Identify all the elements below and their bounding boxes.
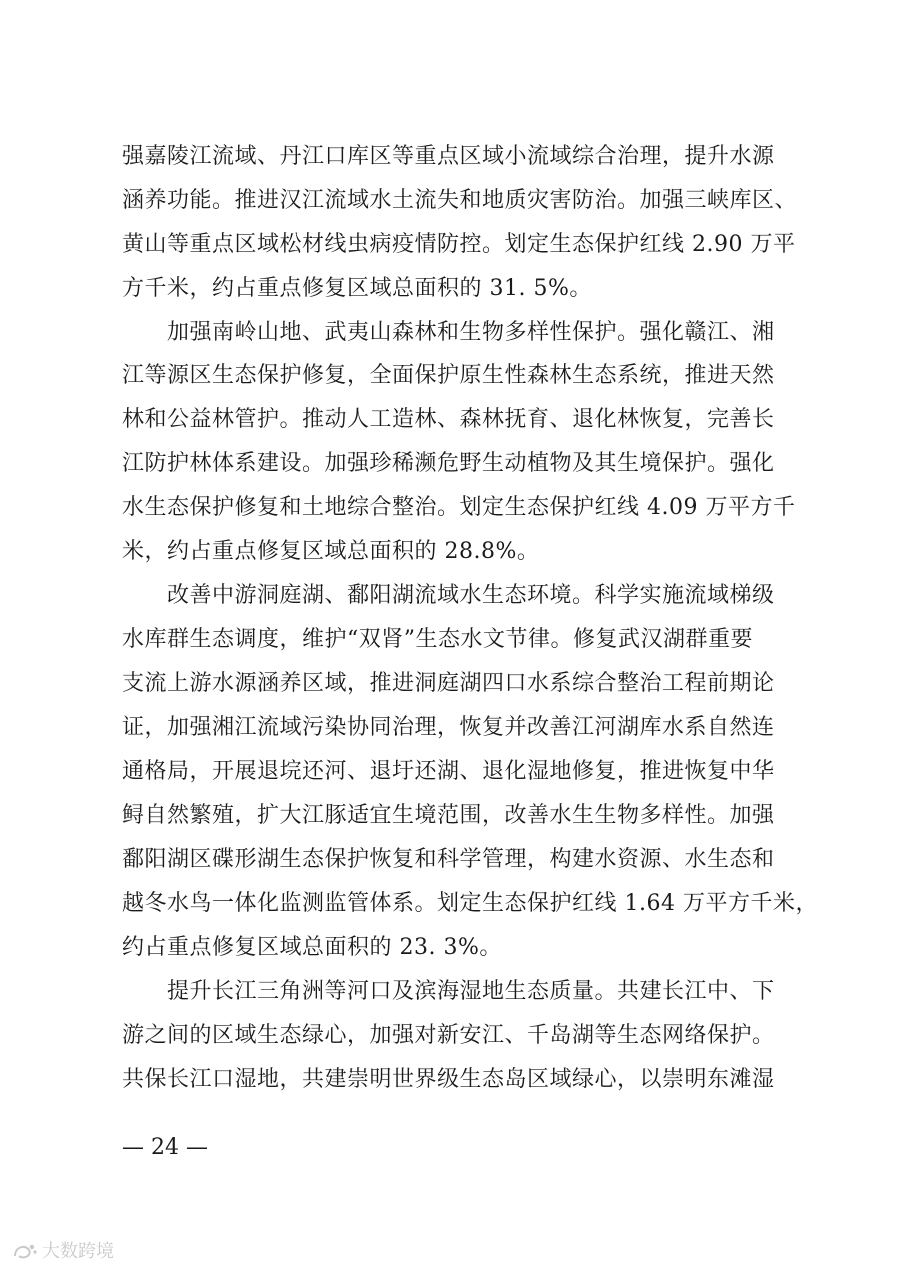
text-line: 共保长江口湿地，共建崇明世界级生态岛区域绿心，以崇明东滩湿 (122, 1067, 775, 1092)
text-line: 水生态保护修复和土地综合整治。划定生态保护红线 4.09 万平方千 (122, 495, 796, 520)
text-line: 黄山等重点区域松材线虫病疫情防控。划定生态保护红线 2.90 万平 (122, 232, 796, 257)
text-line: 证，加强湘江流域污染协同治理，恢复并改善江河湖库水系自然连 (122, 715, 775, 740)
page-number: — 24 — (122, 1135, 208, 1160)
text-line: 林和公益林管护。推动人工造林、森林抚育、退化林恢复，完善长 (122, 407, 775, 432)
text-line: 方千米，约占重点修复区域总面积的 31. 5%。 (122, 276, 592, 301)
text-line: 加强南岭山地、武夷山森林和生物多样性保护。强化赣江、湘 (122, 320, 775, 345)
text-line: 改善中游洞庭湖、鄱阳湖流域水生态环境。科学实施流域梯级 (122, 583, 775, 608)
text-line: 越冬水鸟一体化监测监管体系。划定生态保护红线 1.64 万平方千米， (122, 891, 818, 916)
text-line: 鄱阳湖区碟形湖生态保护恢复和科学管理，构建水资源、水生态和 (122, 847, 775, 872)
text-line: 米，约占重点修复区域总面积的 28.8%。 (122, 539, 540, 564)
watermark (12, 1240, 114, 1264)
text-line: 鲟自然繁殖，扩大江豚适宜生境范围，改善水生生物多样性。加强 (122, 803, 775, 828)
text-line: 约占重点修复区域总面积的 23. 3%。 (122, 935, 502, 960)
text-line: 江等源区生态保护修复，全面保护原生性森林生态系统，推进天然 (122, 363, 775, 388)
text-line: 水库群生态调度，维护“双肾”生态水文节律。修复武汉湖群重要 (122, 627, 753, 652)
logo-icon (12, 1241, 38, 1263)
text-line: 通格局，开展退垸还河、退圩还湖、退化湿地修复，推进恢复中华 (122, 759, 775, 784)
text-line: 强嘉陵江流域、丹江口库区等重点区域小流域综合治理，提升水源 (122, 144, 775, 169)
text-line: 江防护林体系建设。加强珍稀濒危野生动植物及其生境保护。强化 (122, 451, 775, 476)
text-line: 涵养功能。推进汉江流域水土流失和地质灾害防治。加强三峡库区、 (122, 188, 798, 213)
text-line: 支流上游水源涵养区域，推进洞庭湖四口水系综合整治工程前期论 (122, 671, 775, 696)
text-line: 游之间的区域生态绿心，加强对新安江、千岛湖等生态网络保护。 (122, 1023, 775, 1048)
text-line: 提升长江三角洲等河口及滨海湿地生态质量。共建长江中、下 (122, 979, 775, 1004)
watermark-text: 大数跨境 (42, 1241, 114, 1262)
